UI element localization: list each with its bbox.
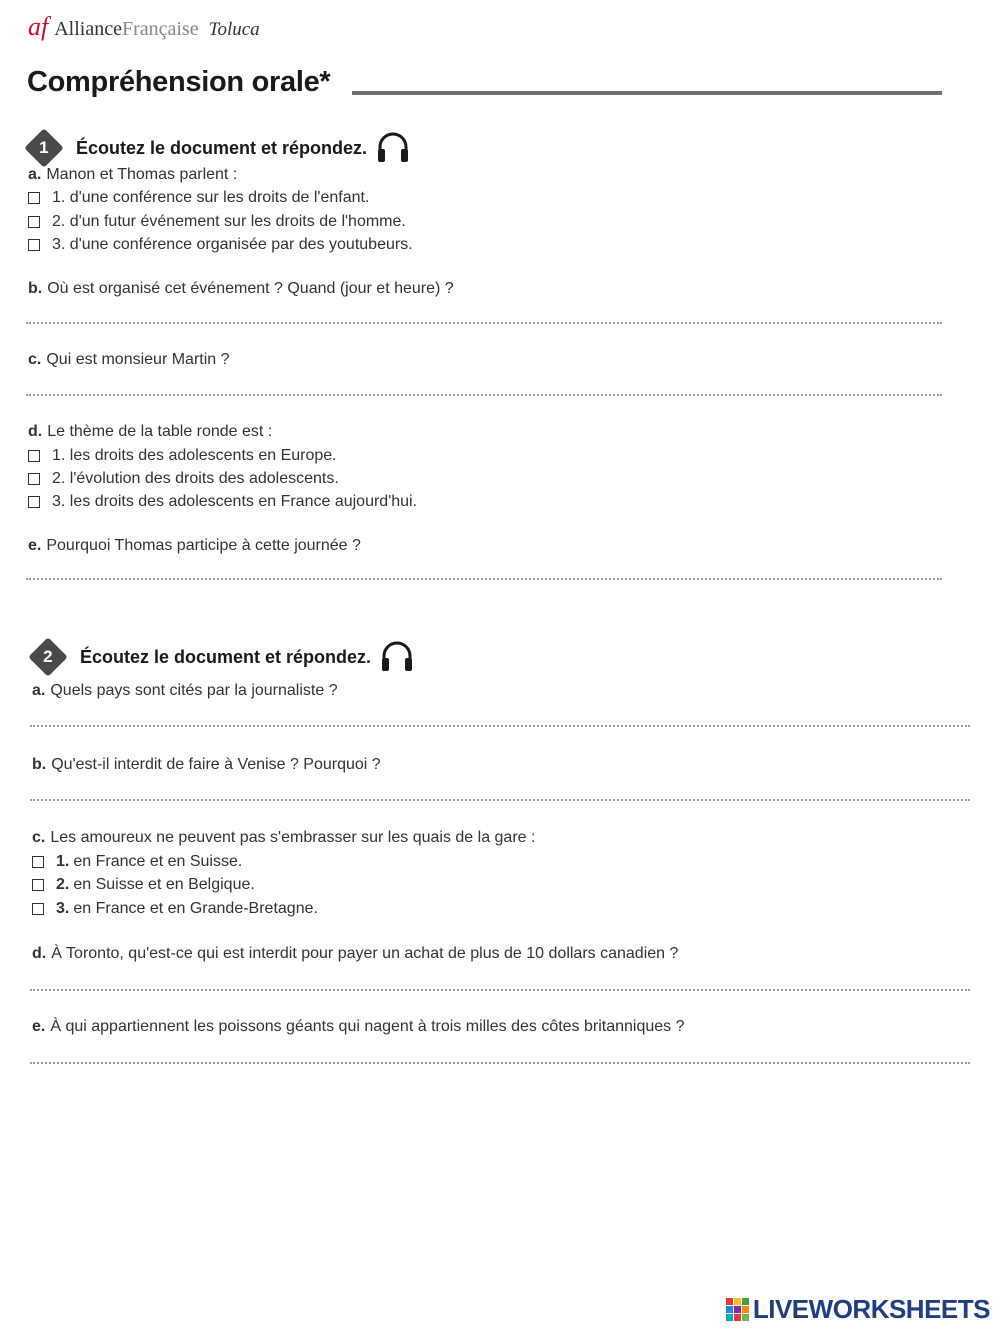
s1-d-option-3[interactable]: 3. les droits des adolescents en France aujourd'hui.	[28, 493, 417, 511]
s2-question-c: c. Les amoureux ne peuvent pas s'embrasser sur les quais de la gare :	[32, 829, 536, 846]
s2-question-b: b. Qu'est-il interdit de faire à Venise ? Pourquoi ?	[32, 756, 381, 773]
liveworksheets-logo[interactable]	[726, 1294, 990, 1325]
s1-question-c: c. Qui est monsieur Martin ?	[28, 351, 230, 368]
s2-question-d: d. À Toronto, qu'est-ce qui est interdit pour payer un achat de plus de 10 dollars canadien ?	[32, 945, 679, 962]
s2-c-option-2[interactable]: 2. en Suisse et en Belgique.	[32, 876, 255, 894]
headphones-icon	[375, 132, 411, 164]
s2-question-e: e. À qui appartiennent les poissons géants qui nagent à trois milles des côtes britanniques ?	[32, 1018, 685, 1035]
s2-a-answer-line[interactable]	[30, 725, 970, 727]
logo-af-mark: af	[28, 12, 49, 41]
s1-c-answer-line[interactable]	[26, 394, 942, 396]
checkbox[interactable]	[28, 450, 40, 462]
s2-c-option-1[interactable]: 1. en France et en Suisse.	[32, 853, 242, 871]
checkbox[interactable]	[32, 879, 44, 891]
title-rule	[352, 91, 942, 95]
liveworksheets-brand: LIVEWORKSHEETS	[752, 1294, 990, 1324]
s1-d-option-2[interactable]: 2. l'évolution des droits des adolescents.	[28, 470, 339, 488]
s2-e-answer-line[interactable]	[30, 1062, 970, 1064]
logo-alliance: Alliance	[54, 18, 122, 40]
checkbox[interactable]	[32, 856, 44, 868]
s1-d-option-1[interactable]: 1. les droits des adolescents en Europe.	[28, 447, 337, 465]
section-1-heading: Écoutez le document et répondez.	[76, 137, 368, 158]
checkbox[interactable]	[32, 903, 44, 915]
checkbox[interactable]	[28, 496, 40, 508]
liveworksheets-mark-icon	[726, 1298, 749, 1321]
s1-question-e: e. Pourquoi Thomas participe à cette journée ?	[28, 537, 361, 554]
s2-b-answer-line[interactable]	[30, 799, 970, 801]
s1-a-option-2[interactable]: 2. d'un futur événement sur les droits de l'homme.	[28, 213, 406, 231]
section-2-badge: 2	[28, 637, 68, 677]
s2-question-a: a. Quels pays sont cités par la journaliste ?	[32, 682, 338, 699]
page-title: Compréhension orale*	[27, 66, 331, 98]
s1-b-answer-line[interactable]	[26, 322, 942, 324]
logo-city: Toluca	[208, 19, 260, 40]
section-1-badge: 1	[24, 128, 64, 168]
section-2-header	[34, 641, 415, 673]
s1-question-b: b. Où est organisé cet événement ? Quand (jour et heure) ?	[28, 280, 454, 297]
s2-c-option-3[interactable]: 3. en France et en Grande-Bretagne.	[32, 900, 318, 918]
s1-question-d: d. Le thème de la table ronde est :	[28, 423, 273, 440]
checkbox[interactable]	[28, 216, 40, 228]
logo-francaise: Française	[121, 18, 199, 40]
checkbox[interactable]	[28, 239, 40, 251]
s1-a-option-1[interactable]: 1. d'une conférence sur les droits de l'enfant.	[28, 189, 369, 207]
alliance-francaise-logo	[28, 12, 260, 42]
checkbox[interactable]	[28, 473, 40, 485]
section-1-header	[30, 132, 411, 164]
s2-d-answer-line[interactable]	[30, 989, 970, 991]
s1-e-answer-line[interactable]	[26, 578, 942, 580]
checkbox[interactable]	[28, 192, 40, 204]
s1-question-a: a. Manon et Thomas parlent :	[28, 166, 238, 183]
s1-a-option-3[interactable]: 3. d'une conférence organisée par des youtubeurs.	[28, 236, 413, 254]
headphones-icon	[379, 641, 415, 673]
section-2-heading: Écoutez le document et répondez.	[80, 646, 372, 667]
